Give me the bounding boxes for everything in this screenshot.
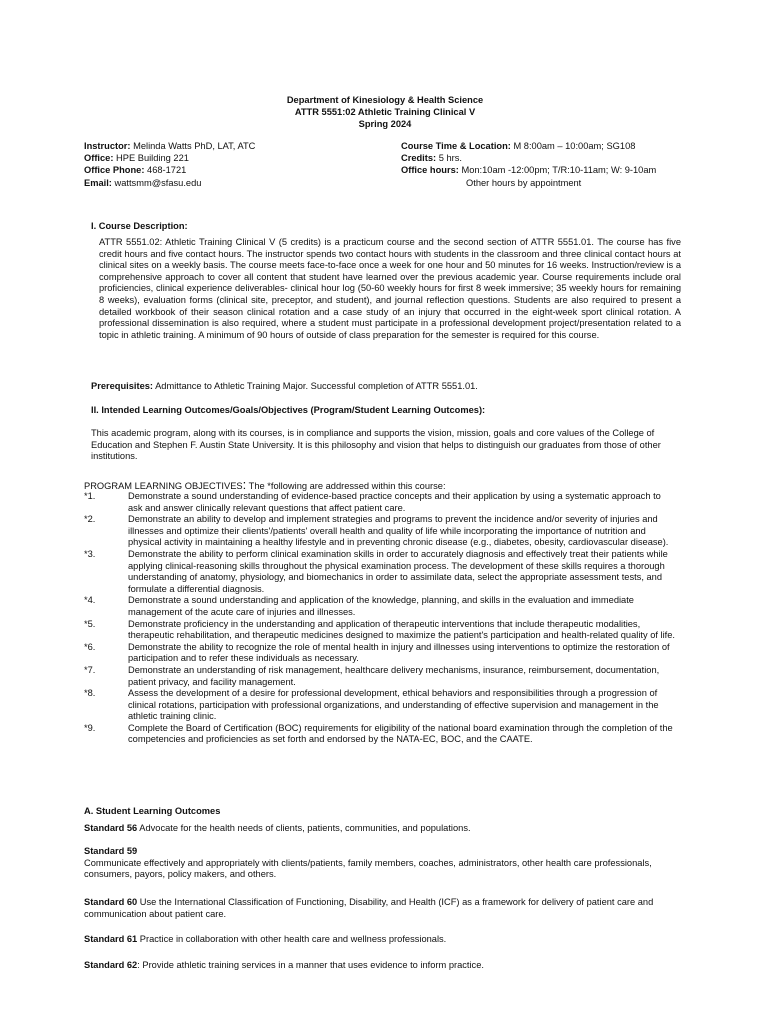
list-item (84, 642, 684, 665)
term-title: Spring 2024 (358, 119, 412, 129)
plo-text: Demonstrate a sound understanding and application of the knowledge, planning, and skills in the evaluation and immediate management of the acute care of injuries and illnesses. (128, 595, 634, 617)
course-description-text: ATTR 5551.02: Athletic Training Clinical V (5 credits) is a practicum course and the second section of ATTR 5551.01. The course has five credit hours and five contact hours. The instructor spends two contact hours with students in the classroom and three clinical contact hours at clinical sites on a weekly basis. The course meets face-to-face once a week for one hour and 50 minutes for 16 weeks. Instruction/review is a comprehensive approach to cover all content that student have learned over the previous academic year. Course requirements include oral proficiencies, clinical experience deliverables- clinical hour log (50-60 weekly hours for first 8 week immersive; 35 weekly hours for remaining 8 weeks), evaluation forms (clinical site, preceptor, and student), and journal reflection questions. Students are also required to present a detailed workbook of their season clinical rotation and a case study of an injury that occurred in the eight-week sport clinical rotation. A professional dissemination is also required, where a student must participate in a professional development project/presentation related to a topic in athletic training. A minimum of 90 hours of outside of class preparation for the semester is required for this course. (99, 237, 681, 340)
phone-label: Office Phone: (84, 165, 145, 176)
plo-colon: : (242, 477, 247, 492)
course-title: ATTR 5551:02 Athletic Training Clinical V (294, 107, 476, 117)
plo-text: Demonstrate an ability to develop and implement strategies and programs to prevent the incidence and/or severity of injuries and illnesses and optimize their clients'/patients' overall health and quality of life while incorporating the importance of nutrition and physical activity in maintaining a healthy lifestyle and in preventing chronic disease (e.g., diabetes, obesity, cardiovascular disease). (128, 514, 669, 548)
instructor-info (84, 141, 384, 190)
plo-number: *2. (84, 514, 96, 525)
plo-text: Demonstrate an understanding of risk management, healthcare delivery mechanisms, insurance, reimbursement, documentation, patient privacy, and facility management. (128, 664, 660, 687)
list-item (84, 665, 684, 688)
list-item (84, 514, 684, 549)
department-title: Department of Kinesiology & Health Science (286, 95, 484, 105)
plo-text: Demonstrate the ability to recognize the role of mental health in injury and illnesses using interventions to optimize the restoration of participation and to refer these individuals as necessary. (128, 641, 670, 664)
list-item (84, 619, 684, 642)
plo-number: *7. (84, 664, 96, 675)
standard-61-label: Standard 61 (84, 934, 138, 945)
standard-56 (84, 823, 674, 835)
list-item (84, 723, 684, 746)
plo-number: *9. (84, 722, 96, 733)
plo-text: Demonstrate proficiency in the understanding and application of therapeutic interventions that include therapeutic modalities, therapeutic rehabilitation, and therapeutic medicines designed to maximize the patient's participation and health-related quality of life. (128, 618, 676, 641)
standard-62-text: : Provide athletic training services in a manner that uses evidence to inform practice. (137, 959, 484, 970)
plo-list (84, 491, 684, 746)
office-hours-value: Mon:10am -12:00pm; T/R:10-11am; W: 9-10am (461, 165, 657, 176)
office-value: HPE Building 221 (116, 153, 189, 164)
standard-56-text: Advocate for the health needs of clients, patients, communities, and populations. (137, 822, 471, 833)
standard-62-label: Standard 62 (84, 959, 138, 970)
standard-62 (84, 960, 674, 972)
plo-text: Demonstrate the ability to perform clinical examination skills in order to accurately diagnosis and effectively treat their patients while applying clinical-reasoning skills throughout the physical examination process. The development of these skills requires a thorough understanding of anatomy, physiology, and biomechanics in order to assimilate data, select the appropriate assessment tests, and formulate a differential diagnosis. (128, 548, 668, 594)
list-item (84, 595, 684, 618)
course-description-title: I. Course Description: (91, 221, 188, 231)
email-label: Email: (84, 177, 112, 188)
plo-number: *1. (84, 491, 96, 501)
standard-60 (84, 897, 674, 920)
standard-59 (84, 846, 674, 881)
plo-number: *3. (84, 548, 96, 559)
outcomes-intro: This academic program, along with its courses, is in compliance and supports the vision, mission, goals and core values of the College of Education and Stephen F. Austin State University. It is this philosophy and vision that helps to distinguish our graduates from those of other institutions. (91, 428, 661, 462)
standard-61 (84, 934, 674, 946)
list-item (84, 491, 684, 514)
plo-number: *5. (84, 618, 96, 629)
standard-61-text: Practice in collaboration with other health care and wellness professionals. (137, 934, 447, 945)
standard-59-text: Communicate effectively and appropriately with clients/patients, family members, coaches, administrators, other health care professionals, consumers, payors, policy makers, and others. (84, 857, 652, 880)
list-item (84, 688, 684, 723)
slo-title: A. Student Learning Outcomes (84, 806, 221, 816)
prerequisites-text: Admittance to Athletic Training Major. Successful completion of ATTR 5551.01. (155, 381, 478, 391)
standard-60-label: Standard 60 (84, 896, 138, 907)
prerequisites-label: Prerequisites: (91, 381, 154, 391)
list-item (84, 549, 684, 595)
standard-60-text: Use the International Classification of Functioning, Disability, and Health (ICF) as a framework for delivery of patient care and communication about patient care. (84, 896, 654, 919)
plo-number: *4. (84, 595, 96, 606)
course-info (401, 141, 731, 190)
email-value: wattsmm@sfasu.edu (114, 177, 202, 188)
plo-text: Demonstrate a sound understanding of evidence-based practice concepts and their application by using a systematic approach to ask and answer clinically relevant questions that affect patient care. (128, 491, 661, 513)
credits-value: 5 hrs. (438, 153, 462, 164)
student-learning-outcomes (84, 806, 674, 983)
standard-56-label: Standard 56 (84, 822, 138, 833)
outcomes-title: II. Intended Learning Outcomes/Goals/Objectives (Program/Student Learning Outcomes): (91, 405, 486, 415)
course-time-label: Course Time & Location: (401, 141, 511, 151)
prerequisites (91, 381, 691, 393)
phone-value: 468-1721 (147, 165, 187, 176)
plo-text: Assess the development of a desire for professional development, ethical behaviors and responsibilities through a progression of clinical rotations, participation with professional organizations, and understanding of effective supervision and management in the athletic training clinic. (128, 688, 659, 722)
credits-label: Credits: (401, 153, 437, 164)
office-hours-label: Office hours: (401, 165, 459, 176)
office-label: Office: (84, 153, 114, 164)
plo-text: Complete the Board of Certification (BOC) requirements for eligibility of the national board examination through the completion of the competencies and proficiencies as set forth and endorsed by the NATA-EC, BOC, and the CAATE. (128, 722, 673, 745)
plo-label: PROGRAM LEARNING OBJECTIVES (84, 481, 243, 491)
plo-number: *8. (84, 688, 96, 699)
office-hours-extra: Other hours by appointment (466, 177, 582, 188)
standard-59-label: Standard 59 (84, 846, 138, 857)
course-time-value: M 8:00am – 10:00am; SG108 (513, 141, 636, 151)
document-header (0, 95, 770, 131)
instructor-value: Melinda Watts PhD, LAT, ATC (133, 141, 256, 151)
plo-number: *6. (84, 641, 96, 652)
plo-tail: The *following are addressed within this course: (246, 481, 446, 491)
instructor-label: Instructor: (84, 141, 131, 151)
